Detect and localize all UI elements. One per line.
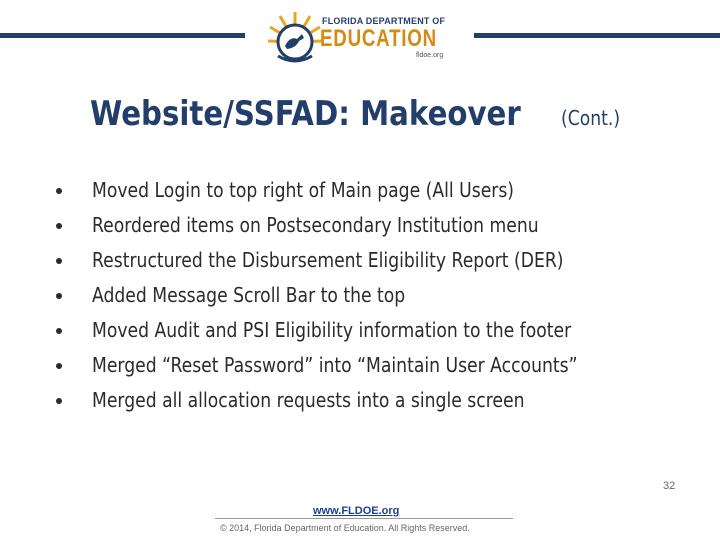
logo-url: fldoe.org <box>416 52 444 59</box>
fldoe-logo <box>266 8 462 70</box>
slide-title-main: Website/SSFAD: Makeover <box>90 94 521 134</box>
logo-org-line: FLORIDA DEPARTMENT OF <box>322 16 446 26</box>
bullet-icon <box>56 293 62 299</box>
list-item-text: Merged all allocation requests into a single screen <box>92 388 525 412</box>
sunburst-emblem-icon <box>266 8 324 70</box>
logo-name: EDUCATION <box>320 25 437 52</box>
bullet-icon <box>56 188 62 194</box>
list-item-text: Reordered items on Postsecondary Institution menu <box>92 213 539 237</box>
bullet-icon <box>56 398 62 404</box>
bullet-icon <box>56 363 62 369</box>
page-number: 32 <box>663 480 676 492</box>
list-item-text: Restructured the Disbursement Eligibility Report (DER) <box>92 248 564 272</box>
list-item-text: Moved Login to top right of Main page (All Users) <box>92 178 515 202</box>
bullet-icon <box>56 223 62 229</box>
list-item-text: Added Message Scroll Bar to the top <box>92 283 406 307</box>
list-item-text: Merged “Reset Password” into “Maintain User Accounts” <box>92 353 578 377</box>
slide-title-suffix: (Cont.) <box>560 106 621 130</box>
header-rule-left <box>0 33 245 38</box>
header-rule-right <box>474 33 720 38</box>
fldoe-website-link[interactable]: www.FLDOE.org <box>313 505 400 517</box>
bullet-icon <box>56 328 62 334</box>
footer-divider <box>215 518 513 519</box>
bullet-icon <box>56 258 62 264</box>
slide-title <box>90 94 630 134</box>
list-item-text: Moved Audit and PSI Eligibility information to the footer <box>92 318 572 342</box>
copyright-text: © 2014, Florida Department of Education. All Rights Reserved. <box>220 523 470 533</box>
